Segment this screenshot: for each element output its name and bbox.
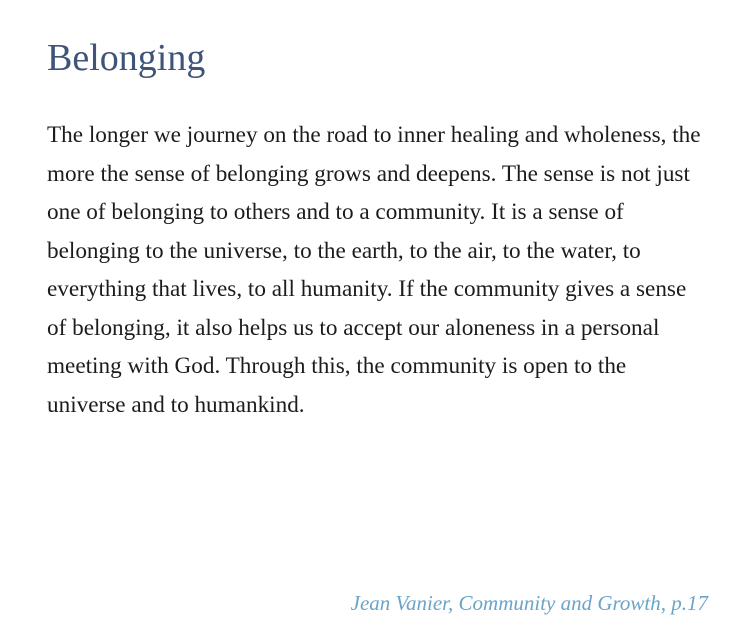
page-title: Belonging [47,37,206,79]
quote-body: The longer we journey on the road to inner healing and wholeness, the more the sense of belonging grows and deepens. The sense is not just one of belonging to others and to a community. It is a sense of belonging to the universe, to the earth, to the air, to the water, to everything that lives, to all humanity. If the community gives a sense of belonging, it also helps us to accept our aloneness in a personal meeting with God. Through this, the community is open to the universe and to humankind. [47,122,701,418]
quote-attribution: Jean Vanier, Community and Growth, p.17 [350,591,708,615]
